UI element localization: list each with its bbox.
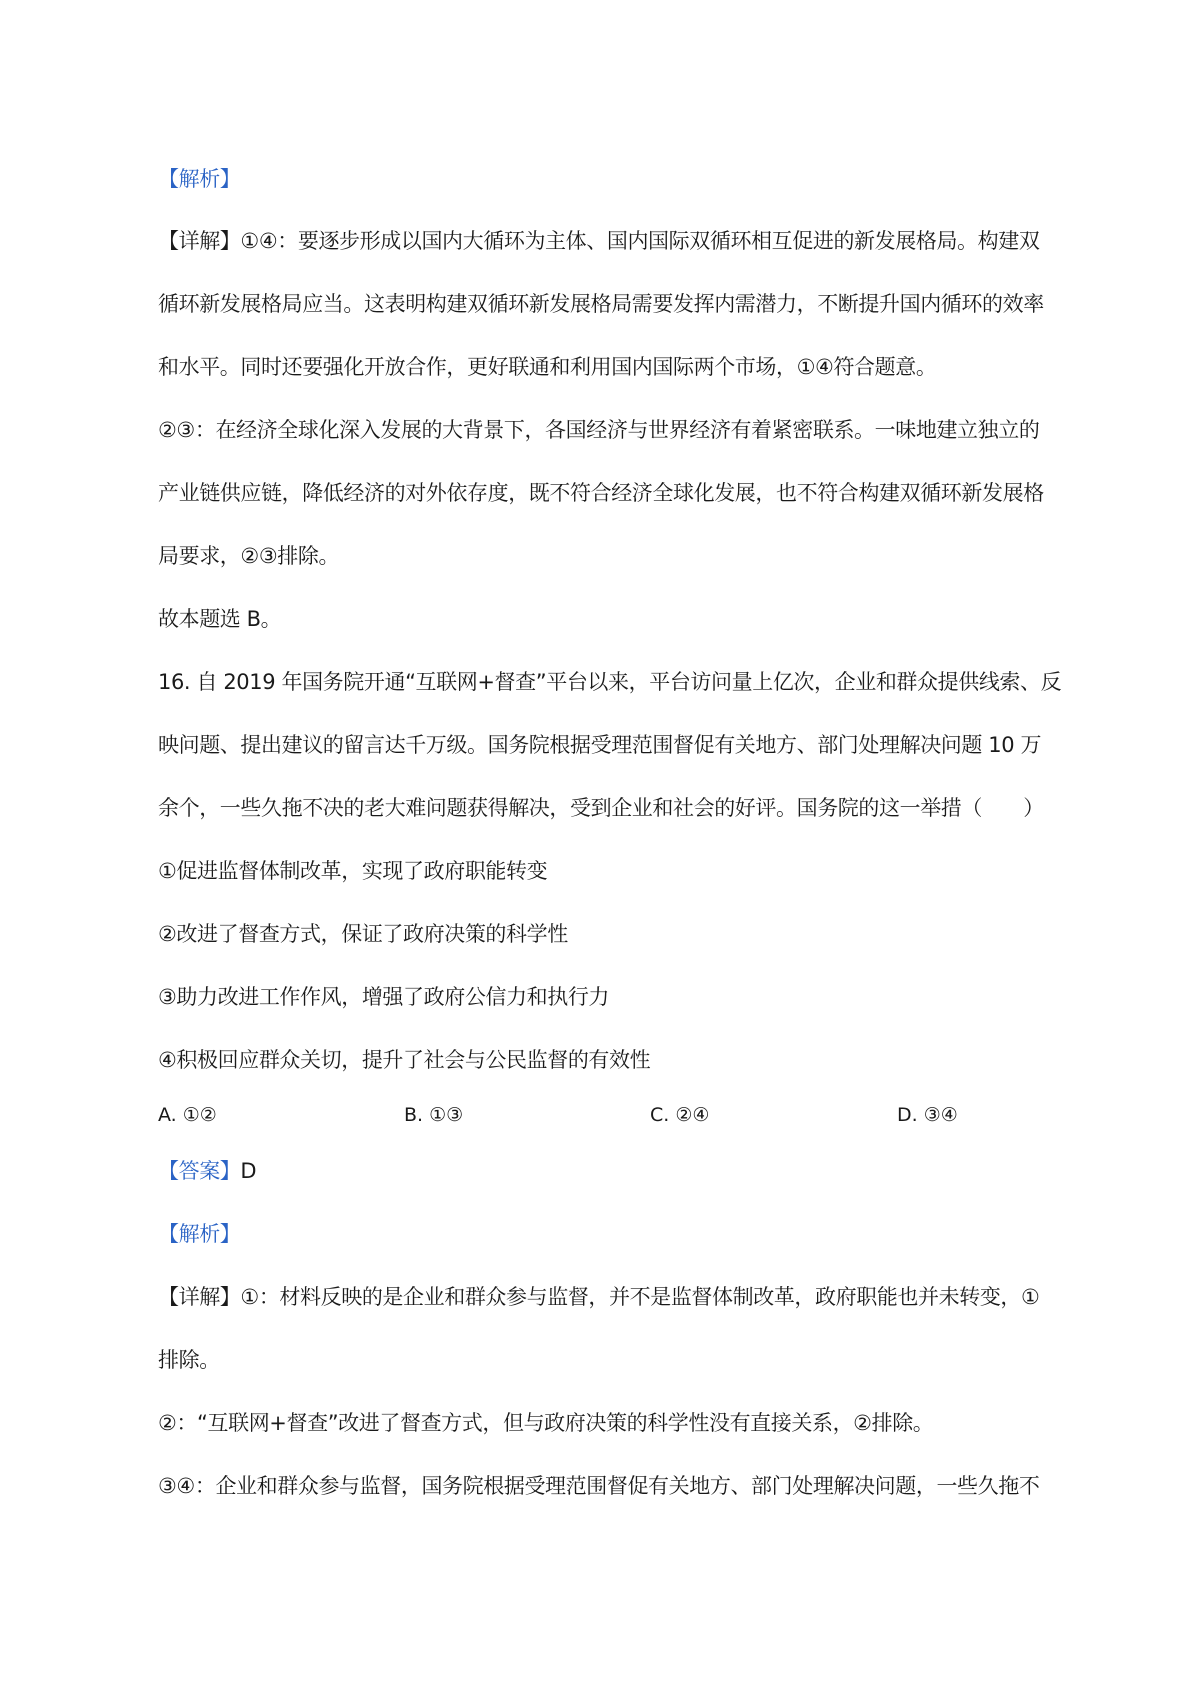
option-c: C. ②④ — [650, 1104, 710, 1126]
option-b: B. ①③ — [404, 1104, 464, 1126]
analysis-line: 产业链供应链，降低经济的对外依存度，既不符合经济全球化发展，也不符合构建双循环新发展格 — [158, 481, 1044, 505]
analysis-line: 循环新发展格局应当。这表明构建双循环新发展格局需要发挥内需潜力，不断提升国内循环的效率 — [158, 292, 1044, 316]
statement-2: ②改进了督查方式，保证了政府决策的科学性 — [158, 922, 568, 946]
answer-value: D — [240, 1159, 257, 1183]
analysis-line: 局要求，②③排除。 — [158, 544, 340, 568]
analysis-heading: 【解析】 — [158, 167, 241, 191]
option-a: A. ①② — [158, 1104, 217, 1126]
question-stem-line: 映问题、提出建议的留言达千万级。国务院根据受理范围督促有关地方、部门处理解决问题 10 万 — [158, 733, 1042, 757]
analysis-line: ③④：企业和群众参与监督，国务院根据受理范围督促有关地方、部门处理解决问题，一些久拖不 — [158, 1474, 1040, 1498]
statement-4: ④积极回应群众关切，提升了社会与公民监督的有效性 — [158, 1048, 651, 1072]
analysis-line: 【详解】①④：要逐步形成以国内大循环为主体、国内国际双循环相互促进的新发展格局。构建双 — [158, 229, 1040, 253]
question-stem-line: 余个，一些久拖不决的老大难问题获得解决，受到企业和社会的好评。国务院的这一举措（ ） — [158, 796, 1044, 820]
option-d: D. ③④ — [897, 1104, 958, 1126]
statement-1: ①促进监督体制改革，实现了政府职能转变 — [158, 859, 548, 883]
analysis-line: 和水平。同时还要强化开放合作，更好联通和利用国内国际两个市场，①④符合题意。 — [158, 355, 937, 379]
question-stem-line: 16. 自 2019 年国务院开通“互联网+督查”平台以来，平台访问量上亿次，企业和群众提供线索、反 — [158, 670, 1062, 694]
analysis-line: 【详解】①：材料反映的是企业和群众参与监督，并不是监督体制改革，政府职能也并未转变，① — [158, 1285, 1040, 1309]
analysis-line: 排除。 — [158, 1348, 220, 1372]
conclusion-line: 故本题选 B。 — [158, 607, 282, 631]
answer-line — [158, 1156, 1068, 1186]
analysis-line: ②：“互联网+督查”改进了督查方式，但与政府决策的科学性没有直接关系，②排除。 — [158, 1411, 934, 1435]
statement-3: ③助力改进工作作风，增强了政府公信力和执行力 — [158, 985, 610, 1009]
answer-label: 【答案】 — [158, 1159, 241, 1183]
analysis-line: ②③：在经济全球化深入发展的大背景下，各国经济与世界经济有着紧密联系。一味地建立独立的 — [158, 418, 1040, 442]
analysis-heading: 【解析】 — [158, 1222, 241, 1246]
